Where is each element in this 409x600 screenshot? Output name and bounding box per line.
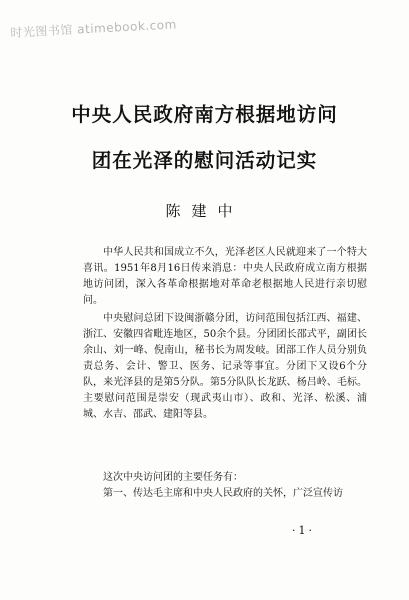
page-number: ·1·	[292, 524, 315, 537]
title-line-2: 团在光泽的慰问活动记实	[91, 149, 318, 172]
author-name: 陈建中	[165, 202, 244, 220]
watermark: 时光图书馆 atimebook.com	[10, 17, 178, 40]
title-line-1: 中央人民政府南方根据地访问	[71, 103, 338, 126]
paragraph-1	[83, 245, 367, 309]
paragraph-text: 这次中央访问团的主要任务有：	[103, 472, 243, 483]
paragraph-text: 中华人民共和国成立不久，光泽老区人民就迎来了一个特大喜讯。1951年8月16日传来消息：中央人民政府成立南方根据地访问团，深入各革命根据地对革命老根据地人民进行亲切慰问。	[83, 247, 367, 306]
paragraph-3	[83, 470, 367, 502]
paragraph-2	[83, 311, 367, 423]
paragraph-text: 中央慰问总团下设闽浙赣分团，访问范围包括江西、福建、浙江、安徽四省毗连地区，50余个县。分团团长邵式平，副团长余山、刘一峰、倪南山，秘书长为周发岐。团部工作人员分别负责总务、会计、警卫、医务、记录等事宜。分团下又设6个分队，来光泽县的是第5分队。第5分队队长龙跃、杨吕岭、毛标。主要慰问范围是崇安（现武夷山市）、政和、光泽、松溪、浦城、水吉、邵武、建阳等县。	[83, 313, 367, 420]
paragraph-text: 第一、传达毛主席和中央人民政府的关怀，广泛宣传访	[103, 488, 343, 499]
